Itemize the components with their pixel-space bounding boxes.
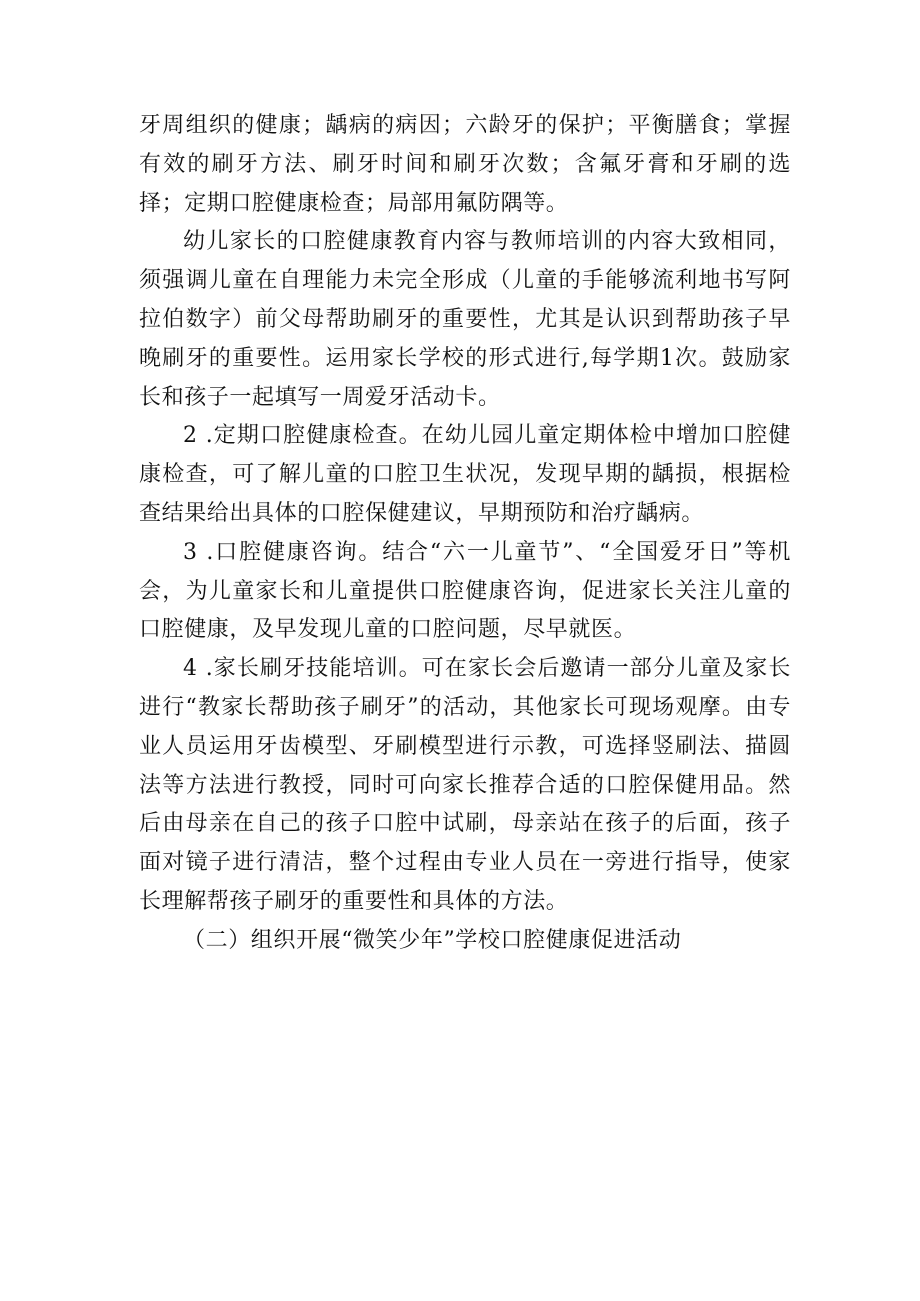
paragraph-item-2-oral-checkup: 2 .定期口腔健康检查。在幼儿园儿童定期体检中增加口腔健康检查，可了解儿童的口腔卫生状况，发现早期的龋损，根据检查结果给出具体的口腔保健建议，早期预防和治疗龋病。 <box>139 423 791 526</box>
paragraph-item-3-consultation: 3 .口腔健康咨询。结合“六一儿童节”、“全国爱牙日”等机会，为儿童家长和儿童提供口腔健康咨询，促进家长关注儿童的口腔健康，及早发现儿童的口腔问题，尽早就医。 <box>139 539 791 643</box>
paragraph-parent-education: 幼儿家长的口腔健康教育内容与教师培训的内容大致相同，须强调儿童在自理能力未完全形成（儿童的手能够流利地书写阿拉伯数字）前父母帮助刷牙的重要性，尤其是认识到帮助孩子早晚刷牙的重要性。运用家长学校的形式进行,每学期1次。鼓励家长和孩子一起填写一周爱牙活动卡。 <box>139 229 791 410</box>
section-heading: （二）组织开展“微笑少年”学校口腔健康促进活动 <box>183 927 682 953</box>
paragraph-item-4-brushing-training: 4 .家长刷牙技能培训。可在家长会后邀请一部分儿童及家长进行“教家长帮助孩子刷牙”的活动，其他家长可现场观摩。由专业人员运用牙齿模型、牙刷模型进行示教，可选择竖刷法、描圆法等方法进行教授，同时可向家长推荐合适的口腔保健用品。然后由母亲在自己的孩子口腔中试刷，母亲站在孩子的后面，孩子面对镜子进行清洁，整个过程由专业人员在一旁进行指导，使家长理解帮孩子刷牙的重要性和具体的方法。 <box>139 656 791 914</box>
paragraph-continuation: 牙周组织的健康；龋病的病因；六龄牙的保护；平衡膳食；掌握有效的刷牙方法、刷牙时间和刷牙次数；含氟牙膏和牙刷的选择；定期口腔健康检查；局部用氟防隅等。 <box>139 113 791 216</box>
document-body <box>139 107 791 961</box>
